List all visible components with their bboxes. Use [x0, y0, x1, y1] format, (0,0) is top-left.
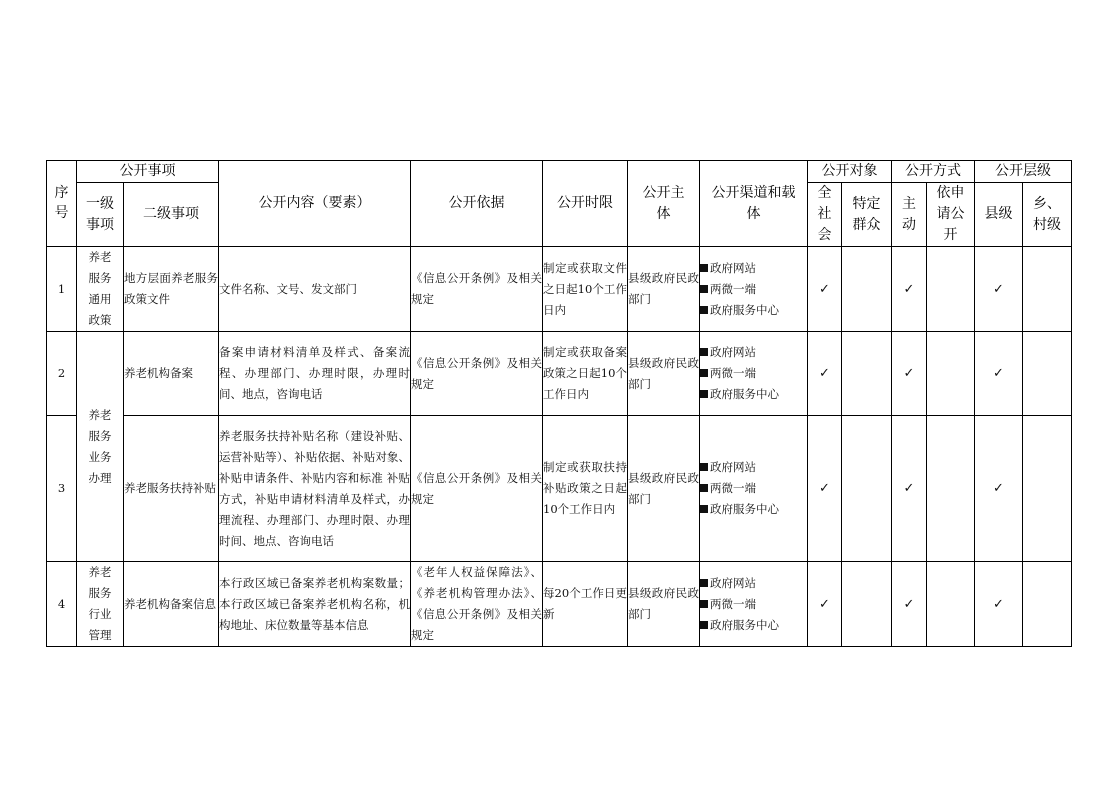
- channel-label: 政府网站: [710, 260, 756, 275]
- row-seq: 4: [47, 562, 77, 647]
- row-level2: 地方层面养老服务政策文件: [124, 247, 219, 332]
- channel-label: 两微一端: [710, 596, 756, 611]
- row-seq: 2: [47, 332, 77, 416]
- header-time: 公开时限: [543, 161, 628, 247]
- channel-label: 政府网站: [710, 345, 756, 359]
- category-business: [77, 332, 124, 562]
- header-level-county: 县级: [975, 183, 1023, 247]
- check-icon: ✓: [993, 596, 1004, 612]
- header-object: 公开对象: [808, 161, 892, 183]
- header-seq: [47, 161, 77, 247]
- header-basis: 公开依据: [411, 161, 543, 247]
- header-object-specific-label: 特定群众: [852, 195, 881, 233]
- header-level2: 二级事项: [124, 183, 219, 247]
- table-row: [47, 416, 1072, 562]
- header-method: 公开方式: [892, 161, 975, 183]
- channel-item: [700, 457, 807, 478]
- check-icon: ✓: [903, 366, 915, 381]
- header-matters: 公开事项: [77, 161, 219, 183]
- table-row: [47, 562, 1072, 647]
- row-subject: 县级政府民政部门: [628, 416, 700, 562]
- check-icon: ✓: [819, 596, 830, 612]
- check-icon: ✓: [903, 281, 915, 297]
- table-row: [47, 247, 1072, 332]
- square-bullet-icon: [700, 463, 708, 471]
- square-bullet-icon: [700, 390, 708, 398]
- channel-label: 两微一端: [710, 481, 756, 495]
- channel-label: 政府网站: [710, 460, 756, 474]
- square-bullet-icon: [700, 621, 708, 629]
- category-policy: [77, 247, 124, 332]
- level-county-check: [975, 332, 1023, 416]
- square-bullet-icon: [700, 306, 708, 314]
- row-basis: 《信息公开条例》及相关规定: [411, 416, 543, 562]
- row-subject: 县级政府民政部门: [628, 247, 700, 332]
- channel-item: [700, 573, 807, 594]
- level-village-check: [1023, 416, 1072, 562]
- header-subject-label: 公开主体: [642, 184, 685, 222]
- header-method-active: [892, 183, 927, 247]
- channel-item: [700, 258, 807, 279]
- channel-item: [700, 615, 807, 636]
- row-time: 制定或获取文件之日起10个工作日内: [543, 247, 628, 332]
- channel-label: 政府网站: [710, 575, 756, 590]
- header-level-village: [1023, 183, 1072, 247]
- row-subject: 县级政府民政部门: [628, 562, 700, 647]
- level-village-check: [1023, 247, 1072, 332]
- channel-label: 政府服务中心: [710, 502, 779, 516]
- header-level: 公开层级: [975, 161, 1072, 183]
- channel-label: 两微一端: [710, 366, 756, 380]
- channel-item: [700, 384, 807, 405]
- header-object-all-label: 全社会: [817, 185, 832, 243]
- method-apply-check: [927, 416, 975, 562]
- row-content: 本行政区域已备案养老机构案数量；本行政区域已备案养老机构名称，机构地址、床位数量等基本信息: [219, 562, 411, 647]
- square-bullet-icon: [700, 600, 708, 608]
- method-apply-check: [927, 247, 975, 332]
- level-county-check: [975, 247, 1023, 332]
- square-bullet-icon: [700, 484, 708, 492]
- channel-item: [700, 594, 807, 615]
- row-time: 每20个工作日更新: [543, 562, 628, 647]
- row-channels: [700, 562, 808, 647]
- category-policy-label: 养老服务通用政策: [88, 250, 112, 327]
- row-content: 养老服务扶持补贴名称（建设补贴、运营补贴等）、补贴依据、补贴对象、补贴申请条件、补贴内容和标准 补贴方式，补贴申请材料清单及样式，办理流程、办理部门、办理时限、办理时间、地点、咨询电话: [219, 416, 411, 562]
- row-time: 制定或获取备案政策之日起10个工作日内: [543, 332, 628, 416]
- header-content: 公开内容（要素）: [219, 161, 411, 247]
- check-icon: ✓: [993, 366, 1004, 381]
- method-active-check: [892, 332, 927, 416]
- method-apply-check: [927, 332, 975, 416]
- category-business-label: 养老服务业务办理: [88, 407, 112, 485]
- row-seq: 3: [47, 416, 77, 562]
- channel-label: 两微一端: [710, 281, 756, 296]
- method-active-check: [892, 562, 927, 647]
- row-basis: 《信息公开条例》及相关规定: [411, 247, 543, 332]
- object-specific-check: [842, 332, 892, 416]
- object-all-check: [808, 562, 842, 647]
- row-level2: 养老机构备案信息: [124, 562, 219, 647]
- channel-label: 政府服务中心: [710, 617, 779, 632]
- channel-label: 政府服务中心: [710, 302, 779, 317]
- check-icon: ✓: [903, 596, 915, 612]
- square-bullet-icon: [700, 579, 708, 587]
- row-basis: 《老年人权益保障法》、《养老机构管理办法》、《信息公开条例》及相关规定: [411, 562, 543, 647]
- category-industry: [77, 562, 124, 647]
- method-apply-check: [927, 562, 975, 647]
- row-time: 制定或获取扶持补贴政策之日起10个工作日内: [543, 416, 628, 562]
- header-level1: [77, 183, 124, 247]
- channel-item: [700, 478, 807, 499]
- object-specific-check: [842, 562, 892, 647]
- check-icon: ✓: [993, 481, 1004, 496]
- disclosure-table: [46, 160, 1072, 647]
- object-all-check: [808, 332, 842, 416]
- header-method-active-label: 主动: [901, 195, 916, 233]
- channel-item: [700, 279, 807, 300]
- header-subject: [628, 161, 700, 247]
- row-level2: 养老机构备案: [124, 332, 219, 416]
- header-object-all: [808, 183, 842, 247]
- check-icon: ✓: [819, 281, 830, 297]
- header-level-village-label: 乡、村级: [1032, 195, 1061, 233]
- object-specific-check: [842, 247, 892, 332]
- header-channel-label: 公开渠道和载体: [711, 184, 796, 222]
- check-icon: ✓: [993, 281, 1004, 297]
- square-bullet-icon: [700, 505, 708, 513]
- row-level2: 养老服务扶持补贴: [124, 416, 219, 562]
- square-bullet-icon: [700, 348, 708, 356]
- table-row: [47, 332, 1072, 416]
- object-all-check: [808, 416, 842, 562]
- object-all-check: [808, 247, 842, 332]
- check-icon: ✓: [903, 481, 915, 496]
- category-industry-label: 养老服务行业管理: [88, 565, 112, 642]
- header-method-apply: [927, 183, 975, 247]
- channel-item: [700, 300, 807, 321]
- method-active-check: [892, 416, 927, 562]
- level-county-check: [975, 562, 1023, 647]
- row-content: 备案申请材料清单及样式、备案流程、办理部门、办理时限，办理时间、地点，咨询电话: [219, 332, 411, 416]
- row-basis: 《信息公开条例》及相关规定: [411, 332, 543, 416]
- object-specific-check: [842, 416, 892, 562]
- row-channels: [700, 416, 808, 562]
- square-bullet-icon: [700, 264, 708, 272]
- header-channel: [700, 161, 808, 247]
- square-bullet-icon: [700, 369, 708, 377]
- header-object-specific: [842, 183, 892, 247]
- channel-item: [700, 342, 807, 363]
- header-seq-label: 序号: [54, 185, 69, 221]
- check-icon: ✓: [819, 481, 830, 496]
- check-icon: ✓: [819, 366, 830, 381]
- header-level1-label: 一级事项: [85, 195, 114, 233]
- channel-item: [700, 363, 807, 384]
- square-bullet-icon: [700, 285, 708, 293]
- row-content: 文件名称、文号、发文部门: [219, 247, 411, 332]
- row-seq: 1: [47, 247, 77, 332]
- row-channels: [700, 332, 808, 416]
- row-subject: 县级政府民政部门: [628, 332, 700, 416]
- channel-label: 政府服务中心: [710, 387, 779, 401]
- header-method-apply-label: 依申请公开: [936, 185, 965, 243]
- method-active-check: [892, 247, 927, 332]
- level-village-check: [1023, 562, 1072, 647]
- level-village-check: [1023, 332, 1072, 416]
- row-channels: [700, 247, 808, 332]
- channel-item: [700, 499, 807, 520]
- level-county-check: [975, 416, 1023, 562]
